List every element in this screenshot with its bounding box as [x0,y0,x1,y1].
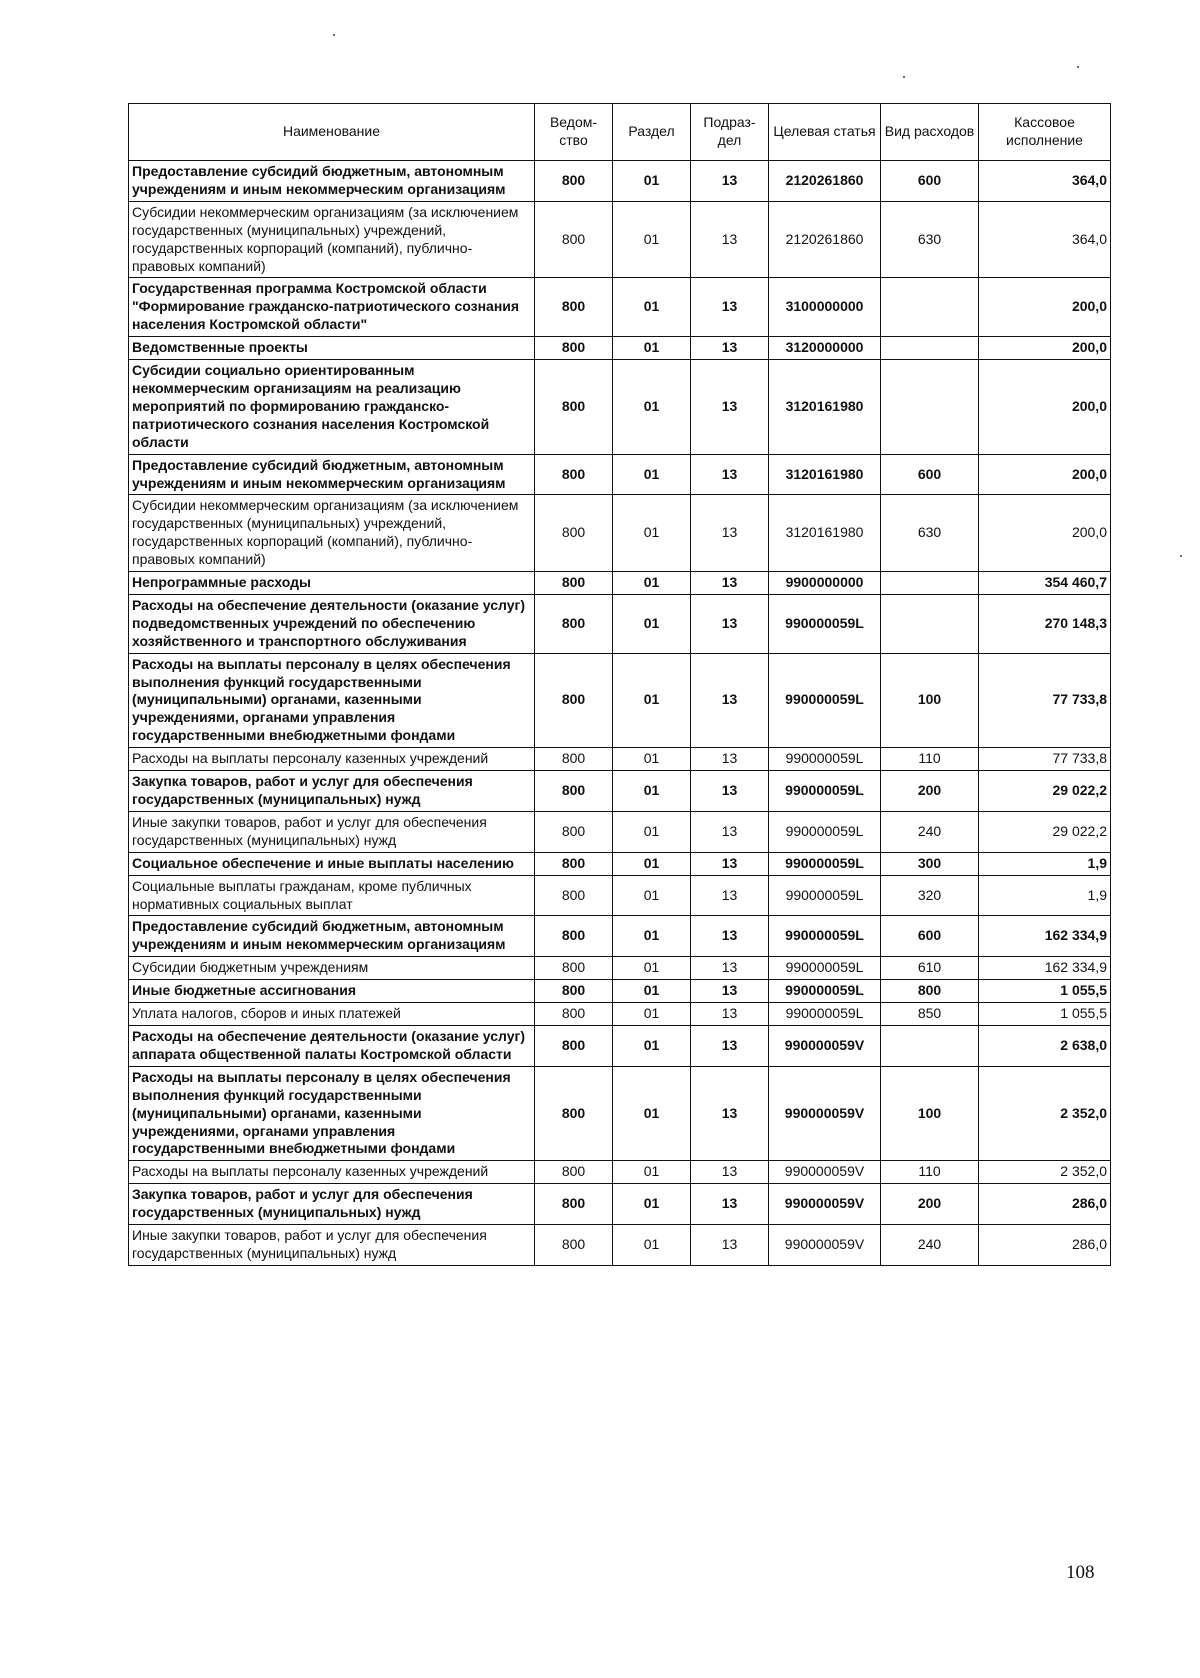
cell-ved: 800 [535,337,613,360]
cell-vid [881,278,979,337]
cell-podrazdel: 13 [691,748,769,771]
cell-celevaya: 2120261860 [769,161,881,202]
cell-name: Социальные выплаты гражданам, кроме публичных нормативных социальных выплат [129,875,535,916]
table-row [129,360,1111,455]
cell-celevaya: 990000059L [769,811,881,852]
cell-celevaya: 3100000000 [769,278,881,337]
cell-ved: 800 [535,811,613,852]
cell-name: Предоставление субсидий бюджетным, автономным учреждениям и иным некоммерческим организациям [129,916,535,957]
cell-vid: 630 [881,201,979,278]
cell-kassa: 1 055,5 [979,980,1111,1003]
cell-ved: 800 [535,957,613,980]
cell-celevaya: 990000059V [769,1066,881,1161]
cell-podrazdel: 13 [691,1025,769,1066]
cell-razdel: 01 [613,161,691,202]
table-body [129,161,1111,1266]
cell-name: Расходы на выплаты персоналу в целях обеспечения выполнения функций государственными (муниципальными) органами, казенными учреждениями, органами управления государственными внебюджетными фондами [129,653,535,748]
table-row [129,337,1111,360]
header-ved: Ведом-ство [535,104,613,161]
cell-ved: 800 [535,278,613,337]
cell-razdel: 01 [613,748,691,771]
cell-vid: 600 [881,916,979,957]
cell-podrazdel: 13 [691,1184,769,1225]
cell-name: Субсидии социально ориентированным некоммерческим организациям на реализацию мероприятий по формированию гражданско-патриотического сознания населения Костромской области [129,360,535,455]
cell-vid: 320 [881,875,979,916]
cell-podrazdel: 13 [691,771,769,812]
scan-speck [1180,555,1182,557]
cell-name: Закупка товаров, работ и услуг для обеспечения государственных (муниципальных) нужд [129,771,535,812]
cell-vid: 610 [881,957,979,980]
cell-ved: 800 [535,1025,613,1066]
cell-kassa: 77 733,8 [979,653,1111,748]
table-row [129,594,1111,653]
cell-vid: 850 [881,1003,979,1026]
header-kassa: Кассовое исполнение [979,104,1111,161]
cell-celevaya: 9900000000 [769,572,881,595]
cell-razdel: 01 [613,201,691,278]
cell-kassa: 200,0 [979,278,1111,337]
cell-name: Расходы на обеспечение деятельности (оказание услуг) аппарата общественной палаты Костромской области [129,1025,535,1066]
cell-vid: 300 [881,852,979,875]
budget-table-container [128,103,1110,1266]
cell-kassa: 364,0 [979,201,1111,278]
cell-razdel: 01 [613,1066,691,1161]
cell-razdel: 01 [613,454,691,495]
cell-ved: 800 [535,161,613,202]
cell-kassa: 286,0 [979,1184,1111,1225]
cell-razdel: 01 [613,916,691,957]
cell-podrazdel: 13 [691,653,769,748]
table-row [129,653,1111,748]
cell-ved: 800 [535,1184,613,1225]
cell-celevaya: 990000059L [769,653,881,748]
cell-razdel: 01 [613,653,691,748]
cell-ved: 800 [535,653,613,748]
cell-kassa: 2 638,0 [979,1025,1111,1066]
cell-kassa: 77 733,8 [979,748,1111,771]
cell-ved: 800 [535,201,613,278]
header-celevaya: Целевая статья [769,104,881,161]
cell-celevaya: 990000059L [769,1003,881,1026]
header-row [129,104,1111,161]
cell-celevaya: 990000059V [769,1025,881,1066]
cell-vid: 110 [881,748,979,771]
cell-razdel: 01 [613,852,691,875]
cell-name: Социальное обеспечение и иные выплаты населению [129,852,535,875]
cell-podrazdel: 13 [691,594,769,653]
cell-kassa: 270 148,3 [979,594,1111,653]
cell-vid [881,572,979,595]
cell-celevaya: 990000059V [769,1161,881,1184]
cell-ved: 800 [535,360,613,455]
cell-razdel: 01 [613,1184,691,1225]
cell-kassa: 2 352,0 [979,1161,1111,1184]
table-row [129,1025,1111,1066]
cell-name: Субсидии некоммерческим организациям (за исключением государственных (муниципальных) учреждений, государственных корпораций (компаний), публично-правовых компаний) [129,495,535,572]
cell-razdel: 01 [613,1225,691,1266]
cell-kassa: 200,0 [979,495,1111,572]
cell-ved: 800 [535,748,613,771]
cell-razdel: 01 [613,875,691,916]
cell-kassa: 29 022,2 [979,771,1111,812]
cell-razdel: 01 [613,980,691,1003]
cell-name: Уплата налогов, сборов и иных платежей [129,1003,535,1026]
cell-podrazdel: 13 [691,161,769,202]
cell-celevaya: 3120000000 [769,337,881,360]
table-row [129,852,1111,875]
header-vid: Вид расходов [881,104,979,161]
scan-speck [903,76,905,78]
cell-vid: 600 [881,161,979,202]
table-row [129,572,1111,595]
table-row [129,980,1111,1003]
cell-ved: 800 [535,1066,613,1161]
cell-kassa: 286,0 [979,1225,1111,1266]
cell-name: Субсидии некоммерческим организациям (за исключением государственных (муниципальных) учреждений, государственных корпораций (компаний), публично-правовых компаний) [129,201,535,278]
cell-razdel: 01 [613,278,691,337]
cell-podrazdel: 13 [691,1161,769,1184]
cell-ved: 800 [535,980,613,1003]
cell-razdel: 01 [613,360,691,455]
cell-vid: 100 [881,653,979,748]
cell-vid [881,360,979,455]
cell-podrazdel: 13 [691,1225,769,1266]
table-row [129,1161,1111,1184]
cell-razdel: 01 [613,594,691,653]
cell-kassa: 200,0 [979,360,1111,455]
cell-vid: 100 [881,1066,979,1161]
scan-speck [1077,66,1079,68]
table-header [129,104,1111,161]
cell-vid: 600 [881,454,979,495]
table-row [129,1225,1111,1266]
cell-podrazdel: 13 [691,572,769,595]
cell-celevaya: 990000059V [769,1184,881,1225]
cell-ved: 800 [535,594,613,653]
table-row [129,771,1111,812]
cell-vid: 200 [881,771,979,812]
budget-execution-table [128,103,1111,1266]
cell-razdel: 01 [613,1025,691,1066]
cell-ved: 800 [535,852,613,875]
table-row [129,495,1111,572]
cell-vid: 110 [881,1161,979,1184]
cell-razdel: 01 [613,771,691,812]
cell-kassa: 1,9 [979,852,1111,875]
cell-celevaya: 990000059L [769,875,881,916]
table-row [129,278,1111,337]
cell-razdel: 01 [613,1003,691,1026]
cell-podrazdel: 13 [691,278,769,337]
cell-name: Предоставление субсидий бюджетным, автономным учреждениям и иным некоммерческим организациям [129,454,535,495]
cell-vid: 200 [881,1184,979,1225]
table-row [129,1184,1111,1225]
cell-vid: 240 [881,811,979,852]
cell-razdel: 01 [613,495,691,572]
cell-razdel: 01 [613,957,691,980]
table-row [129,201,1111,278]
cell-kassa: 354 460,7 [979,572,1111,595]
cell-vid: 240 [881,1225,979,1266]
table-row [129,957,1111,980]
cell-podrazdel: 13 [691,875,769,916]
cell-ved: 800 [535,771,613,812]
cell-vid: 630 [881,495,979,572]
table-row [129,1003,1111,1026]
cell-celevaya: 3120161980 [769,454,881,495]
cell-podrazdel: 13 [691,454,769,495]
cell-name: Иные закупки товаров, работ и услуг для обеспечения государственных (муниципальных) нужд [129,1225,535,1266]
cell-name: Непрограммные расходы [129,572,535,595]
cell-celevaya: 990000059V [769,1225,881,1266]
cell-ved: 800 [535,454,613,495]
cell-name: Ведомственные проекты [129,337,535,360]
header-name: Наименование [129,104,535,161]
cell-celevaya: 990000059L [769,957,881,980]
cell-kassa: 200,0 [979,454,1111,495]
cell-kassa: 162 334,9 [979,916,1111,957]
table-row [129,916,1111,957]
header-podrazdel: Подраз-дел [691,104,769,161]
cell-name: Расходы на обеспечение деятельности (оказание услуг) подведомственных учреждений по обеспечению хозяйственного и транспортного обслуживания [129,594,535,653]
cell-celevaya: 990000059L [769,594,881,653]
cell-name: Предоставление субсидий бюджетным, автономным учреждениям и иным некоммерческим организациям [129,161,535,202]
cell-vid: 800 [881,980,979,1003]
cell-ved: 800 [535,916,613,957]
cell-podrazdel: 13 [691,980,769,1003]
table-row [129,161,1111,202]
cell-ved: 800 [535,875,613,916]
page-number: 108 [1066,1562,1095,1583]
cell-celevaya: 990000059L [769,771,881,812]
cell-razdel: 01 [613,337,691,360]
cell-podrazdel: 13 [691,957,769,980]
cell-ved: 800 [535,1225,613,1266]
cell-ved: 800 [535,495,613,572]
cell-celevaya: 990000059L [769,980,881,1003]
cell-podrazdel: 13 [691,1003,769,1026]
cell-razdel: 01 [613,572,691,595]
cell-vid [881,594,979,653]
cell-razdel: 01 [613,811,691,852]
cell-celevaya: 990000059L [769,852,881,875]
cell-kassa: 2 352,0 [979,1066,1111,1161]
cell-celevaya: 990000059L [769,916,881,957]
cell-celevaya: 990000059L [769,748,881,771]
table-row [129,1066,1111,1161]
table-row [129,875,1111,916]
cell-name: Субсидии бюджетным учреждениям [129,957,535,980]
cell-vid [881,1025,979,1066]
cell-kassa: 200,0 [979,337,1111,360]
cell-kassa: 1 055,5 [979,1003,1111,1026]
cell-ved: 800 [535,1161,613,1184]
cell-podrazdel: 13 [691,337,769,360]
cell-kassa: 29 022,2 [979,811,1111,852]
cell-ved: 800 [535,1003,613,1026]
table-row [129,454,1111,495]
table-row [129,811,1111,852]
cell-podrazdel: 13 [691,811,769,852]
cell-kassa: 364,0 [979,161,1111,202]
cell-name: Иные закупки товаров, работ и услуг для обеспечения государственных (муниципальных) нужд [129,811,535,852]
cell-name: Государственная программа Костромской области "Формирование гражданско-патриотического сознания населения Костромской области" [129,278,535,337]
cell-kassa: 162 334,9 [979,957,1111,980]
cell-name: Закупка товаров, работ и услуг для обеспечения государственных (муниципальных) нужд [129,1184,535,1225]
table-row [129,748,1111,771]
cell-podrazdel: 13 [691,360,769,455]
cell-celevaya: 3120161980 [769,495,881,572]
cell-vid [881,337,979,360]
cell-name: Расходы на выплаты персоналу в целях обеспечения выполнения функций государственными (муниципальными) органами, казенными учреждениями, органами управления государственными внебюджетными фондами [129,1066,535,1161]
cell-celevaya: 2120261860 [769,201,881,278]
cell-razdel: 01 [613,1161,691,1184]
scan-speck [333,34,335,36]
cell-name: Иные бюджетные ассигнования [129,980,535,1003]
header-razdel: Раздел [613,104,691,161]
cell-name: Расходы на выплаты персоналу казенных учреждений [129,1161,535,1184]
cell-celevaya: 3120161980 [769,360,881,455]
cell-podrazdel: 13 [691,916,769,957]
cell-podrazdel: 13 [691,495,769,572]
cell-ved: 800 [535,572,613,595]
cell-name: Расходы на выплаты персоналу казенных учреждений [129,748,535,771]
cell-podrazdel: 13 [691,852,769,875]
cell-podrazdel: 13 [691,201,769,278]
cell-podrazdel: 13 [691,1066,769,1161]
cell-kassa: 1,9 [979,875,1111,916]
